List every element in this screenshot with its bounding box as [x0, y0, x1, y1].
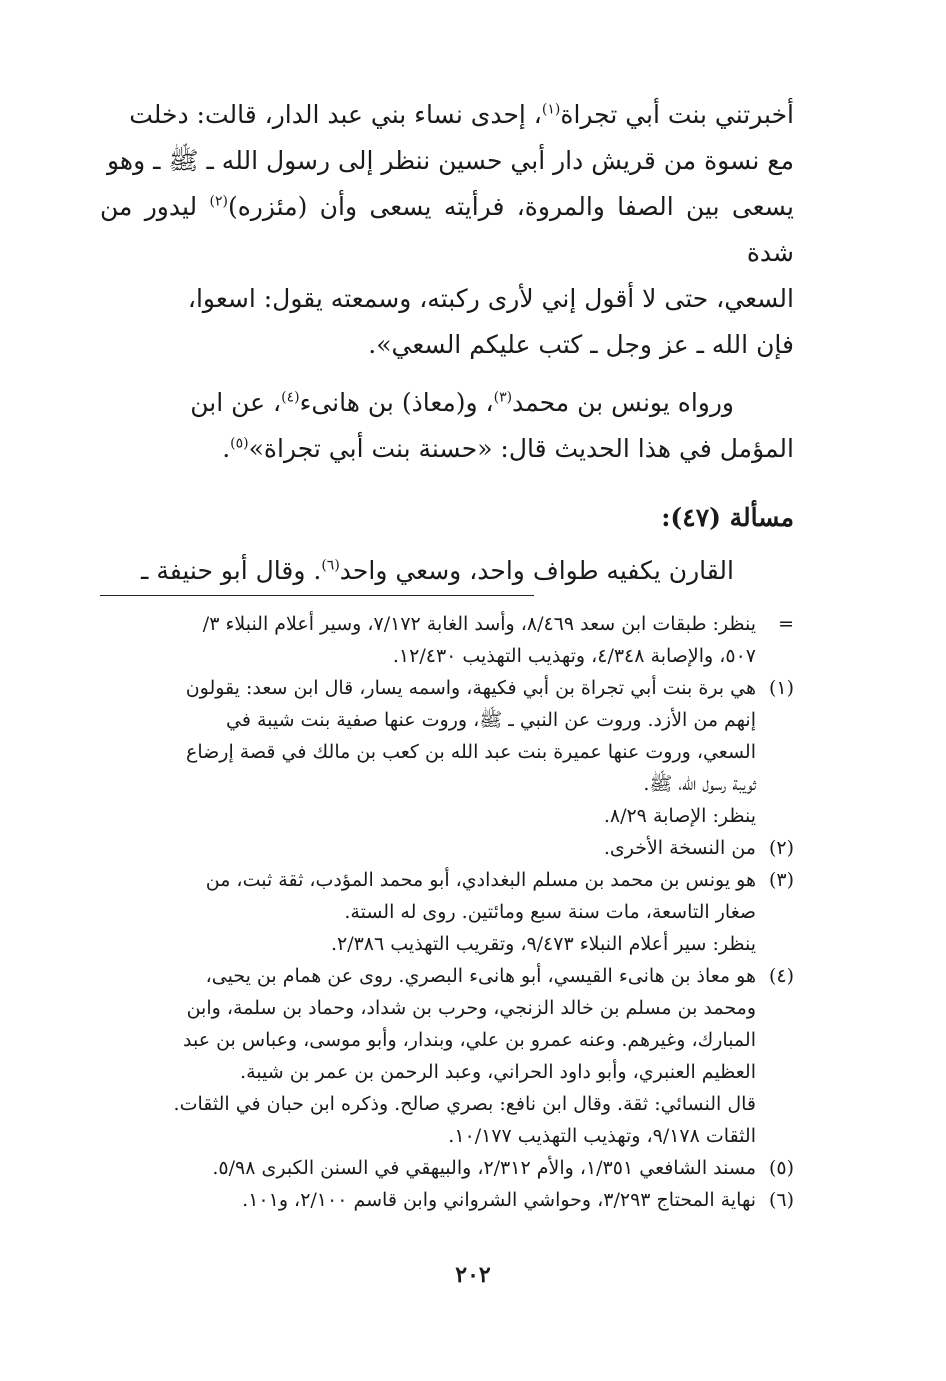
main-paragraph-3 — [100, 548, 794, 594]
section-heading: مسألة (٤٧): — [661, 503, 794, 532]
footnote-line: العظيم العنبري، وأبو داود الحراني، وعبد الرحمن بن عمر بن شيبة. — [240, 1061, 756, 1083]
text-line: المؤمل في هذا الحديث قال: «حسنة بنت أبي تجراة»$^{(٥)}$. — [222, 434, 794, 463]
text-line: مع نسوة من قريش دار أبي حسين ننظر إلى رسول الله ـ ﷺ ـ وهو — [106, 146, 794, 175]
footnote-line: ثويبة رسول الله، ﷺ. — [643, 773, 756, 795]
text-line: يسعى بين الصفا والمروة، فرأيته يسعى وأن (مئزره)$^{(٢)}$ ليدور من شدة — [100, 192, 794, 267]
footnote-line: هو معاذ بن هانىء القيسي، أبو هانىء البصري. روى عن همام بن يحيى، — [205, 965, 756, 987]
main-paragraph-2 — [100, 380, 794, 472]
footnote-line: نهاية المحتاج ٣/٢٩٣، وحواشي الشرواني وابن قاسم ٢/١٠٠، و١٠١. — [242, 1189, 756, 1211]
footnote-4 — [100, 960, 794, 1152]
footnote-ref[interactable]: (٤) — [281, 389, 300, 406]
text-line: السعي، حتى لا أقول إني لأرى ركبته، وسمعته يقول: اسعوا، — [187, 284, 794, 313]
main-paragraph-1 — [100, 92, 794, 368]
footnote-line: ينظر: طبقات ابن سعد ٨/٤٦٩، وأسد الغابة ٧/١٧٢، وسير أعلام النبلاء ٣/ — [202, 613, 756, 635]
footnote-separator — [100, 595, 534, 596]
footnotes-section — [100, 608, 794, 1216]
footnote-number: (٥) — [768, 1157, 794, 1179]
text-line: فإن الله ـ عز وجل ـ كتب عليكم السعي». — [368, 330, 794, 359]
footnote-6 — [100, 1184, 794, 1216]
footnote-number: (٤) — [768, 965, 794, 987]
footnote-line: قال النسائي: ثقة. وقال ابن نافع: بصري صالح. وذكره ابن حبان في الثقات. — [173, 1093, 756, 1115]
footnote-line: المبارك، وغيرهم. وعنه عمرو بن علي، وبندار، وأبو موسى، وعباس بن عبد — [183, 1029, 756, 1051]
page-body — [100, 92, 794, 1211]
footnote-continued — [100, 608, 794, 672]
footnote-line: ٥٠٧، والإصابة ٤/٣٤٨، وتهذيب التهذيب ١٢/٤٣٠. — [392, 645, 756, 667]
page-number: ٢٠٢ — [455, 1262, 491, 1288]
footnote-line: هي برة بنت أبي تجراة بن أبي فكيهة، واسمه يسار، قال ابن سعد: يقولون — [185, 677, 756, 699]
footnote-number: = — [778, 613, 794, 635]
footnote-number: (٦) — [768, 1189, 794, 1211]
footnote-ref[interactable]: (٥) — [230, 435, 249, 452]
text-line: القارن يكفيه طواف واحد، وسعي واحد$^{(٦)}$. وقال أبو حنيفة ـ — [141, 556, 734, 585]
footnote-ref[interactable]: (٣) — [493, 389, 513, 406]
footnote-line: ينظر: الإصابة ٨/٢٩. — [603, 805, 756, 827]
footnote-2 — [100, 832, 794, 864]
footnote-line: مسند الشافعي ١/٣٥١، والأم ٢/٣١٢، والبيهقي في السنن الكبرى ٥/٩٨. — [212, 1157, 756, 1179]
footnote-line: الثقات ٩/١٧٨، وتهذيب التهذيب ١٠/١٧٧. — [448, 1125, 756, 1147]
footnote-line: ومحمد بن مسلم بن خالد الزنجي، وحرب بن شداد، وحماد بن سلمة، وابن — [186, 997, 756, 1019]
footnote-number: (١) — [768, 677, 794, 699]
footnote-line: من النسخة الأخرى. — [603, 837, 756, 859]
footnote-line: ينظر: سير أعلام النبلاء ٩/٤٧٣، وتقريب التهذيب ٢/٣٨٦. — [330, 933, 756, 955]
footnote-line: السعي، وروت عنها عميرة بنت عبد الله بن كعب بن مالك في قصة إرضاع — [186, 741, 756, 763]
footnote-ref[interactable]: (٦) — [321, 557, 340, 574]
footnote-1 — [100, 672, 794, 832]
footnote-line: صغار التاسعة، مات سنة سبع ومائتين. روى له الستة. — [344, 901, 756, 923]
footnote-3 — [100, 864, 794, 960]
footnote-line: هو يونس بن محمد بن مسلم البغدادي، أبو محمد المؤدب، ثقة ثبت، من — [205, 869, 756, 891]
footnote-number: (٢) — [768, 837, 794, 859]
footnote-ref[interactable]: (٢) — [209, 193, 228, 210]
footnote-line: إنهم من الأزد. وروت عن النبي ـ ﷺ، وروت عنها صفية بنت شيبة في — [225, 709, 756, 731]
footnote-ref[interactable]: (١) — [541, 101, 561, 118]
footnote-5 — [100, 1152, 794, 1184]
text-line: أخبرتني بنت أبي تجراة$^{(١)}$، إحدى نساء بني عبد الدار، قالت: دخلت — [129, 100, 794, 129]
footnote-number: (٣) — [768, 869, 794, 891]
text-line: ورواه يونس بن محمد$^{(٣)}$، و(معاذ) بن هانىء$^{(٤)}$، عن ابن — [190, 388, 734, 417]
